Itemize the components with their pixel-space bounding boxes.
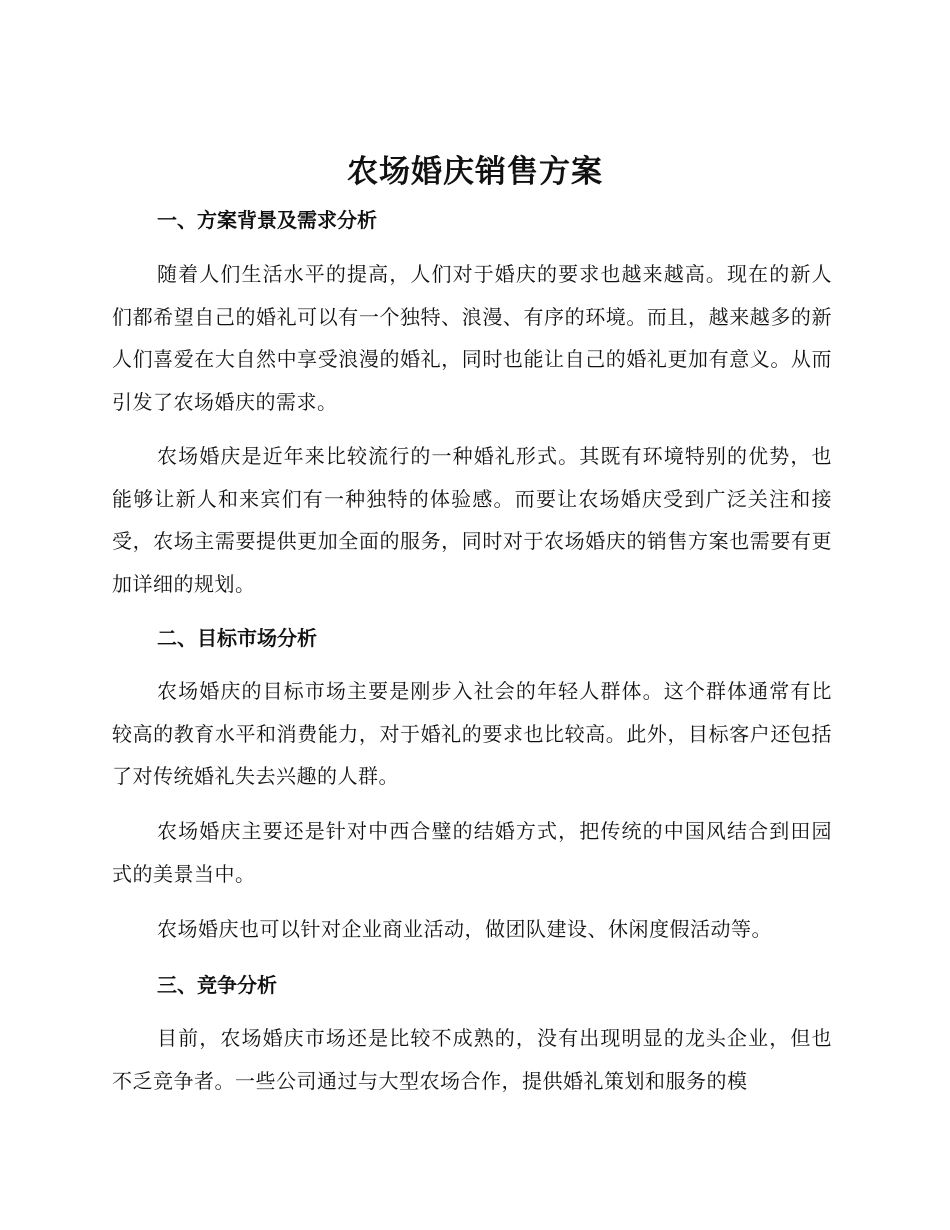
paragraph-market-2: 农场婚庆主要还是针对中西合璧的结婚方式，把传统的中国风结合到田园式的美景当中。 [112,819,832,886]
section-heading-competition: 三、竞争分析 [157,973,277,997]
paragraph-market-1: 农场婚庆的目标市场主要是刚步入社会的年轻人群体。这个群体通常有比较高的教育水平和消费能力，对于婚礼的要求也比较高。此外，目标客户还包括了对传统婚礼失去兴趣的人群。 [112,679,832,788]
section-heading-background: 一、方案背景及需求分析 [157,208,377,232]
section-heading-market: 二、目标市场分析 [157,626,317,650]
paragraph-background-1: 随着人们生活水平的提高，人们对于婚庆的要求也越来越高。现在的新人们都希望自己的婚礼可以有一个独特、浪漫、有序的环境。而且，越来越多的新人们喜爱在大自然中享受浪漫的婚礼，同时也能让自己的婚礼更加有意义。从而引发了农场婚庆的需求。 [112,262,832,414]
paragraph-competition-1: 目前，农场婚庆市场还是比较不成熟的，没有出现明显的龙头企业，但也不乏竞争者。一些公司通过与大型农场合作，提供婚礼策划和服务的模 [112,1026,832,1093]
paragraph-background-2: 农场婚庆是近年来比较流行的一种婚礼形式。其既有环境特别的优势，也能够让新人和来宾们有一种独特的体验感。而要让农场婚庆受到广泛关注和接受，农场主需要提供更加全面的服务，同时对于农场婚庆的销售方案也需要有更加详细的规划。 [112,444,832,596]
paragraph-market-3: 农场婚庆也可以针对企业商业活动，做团队建设、休闲度假活动等。 [157,917,772,941]
document-title: 农场婚庆销售方案 [347,154,603,190]
